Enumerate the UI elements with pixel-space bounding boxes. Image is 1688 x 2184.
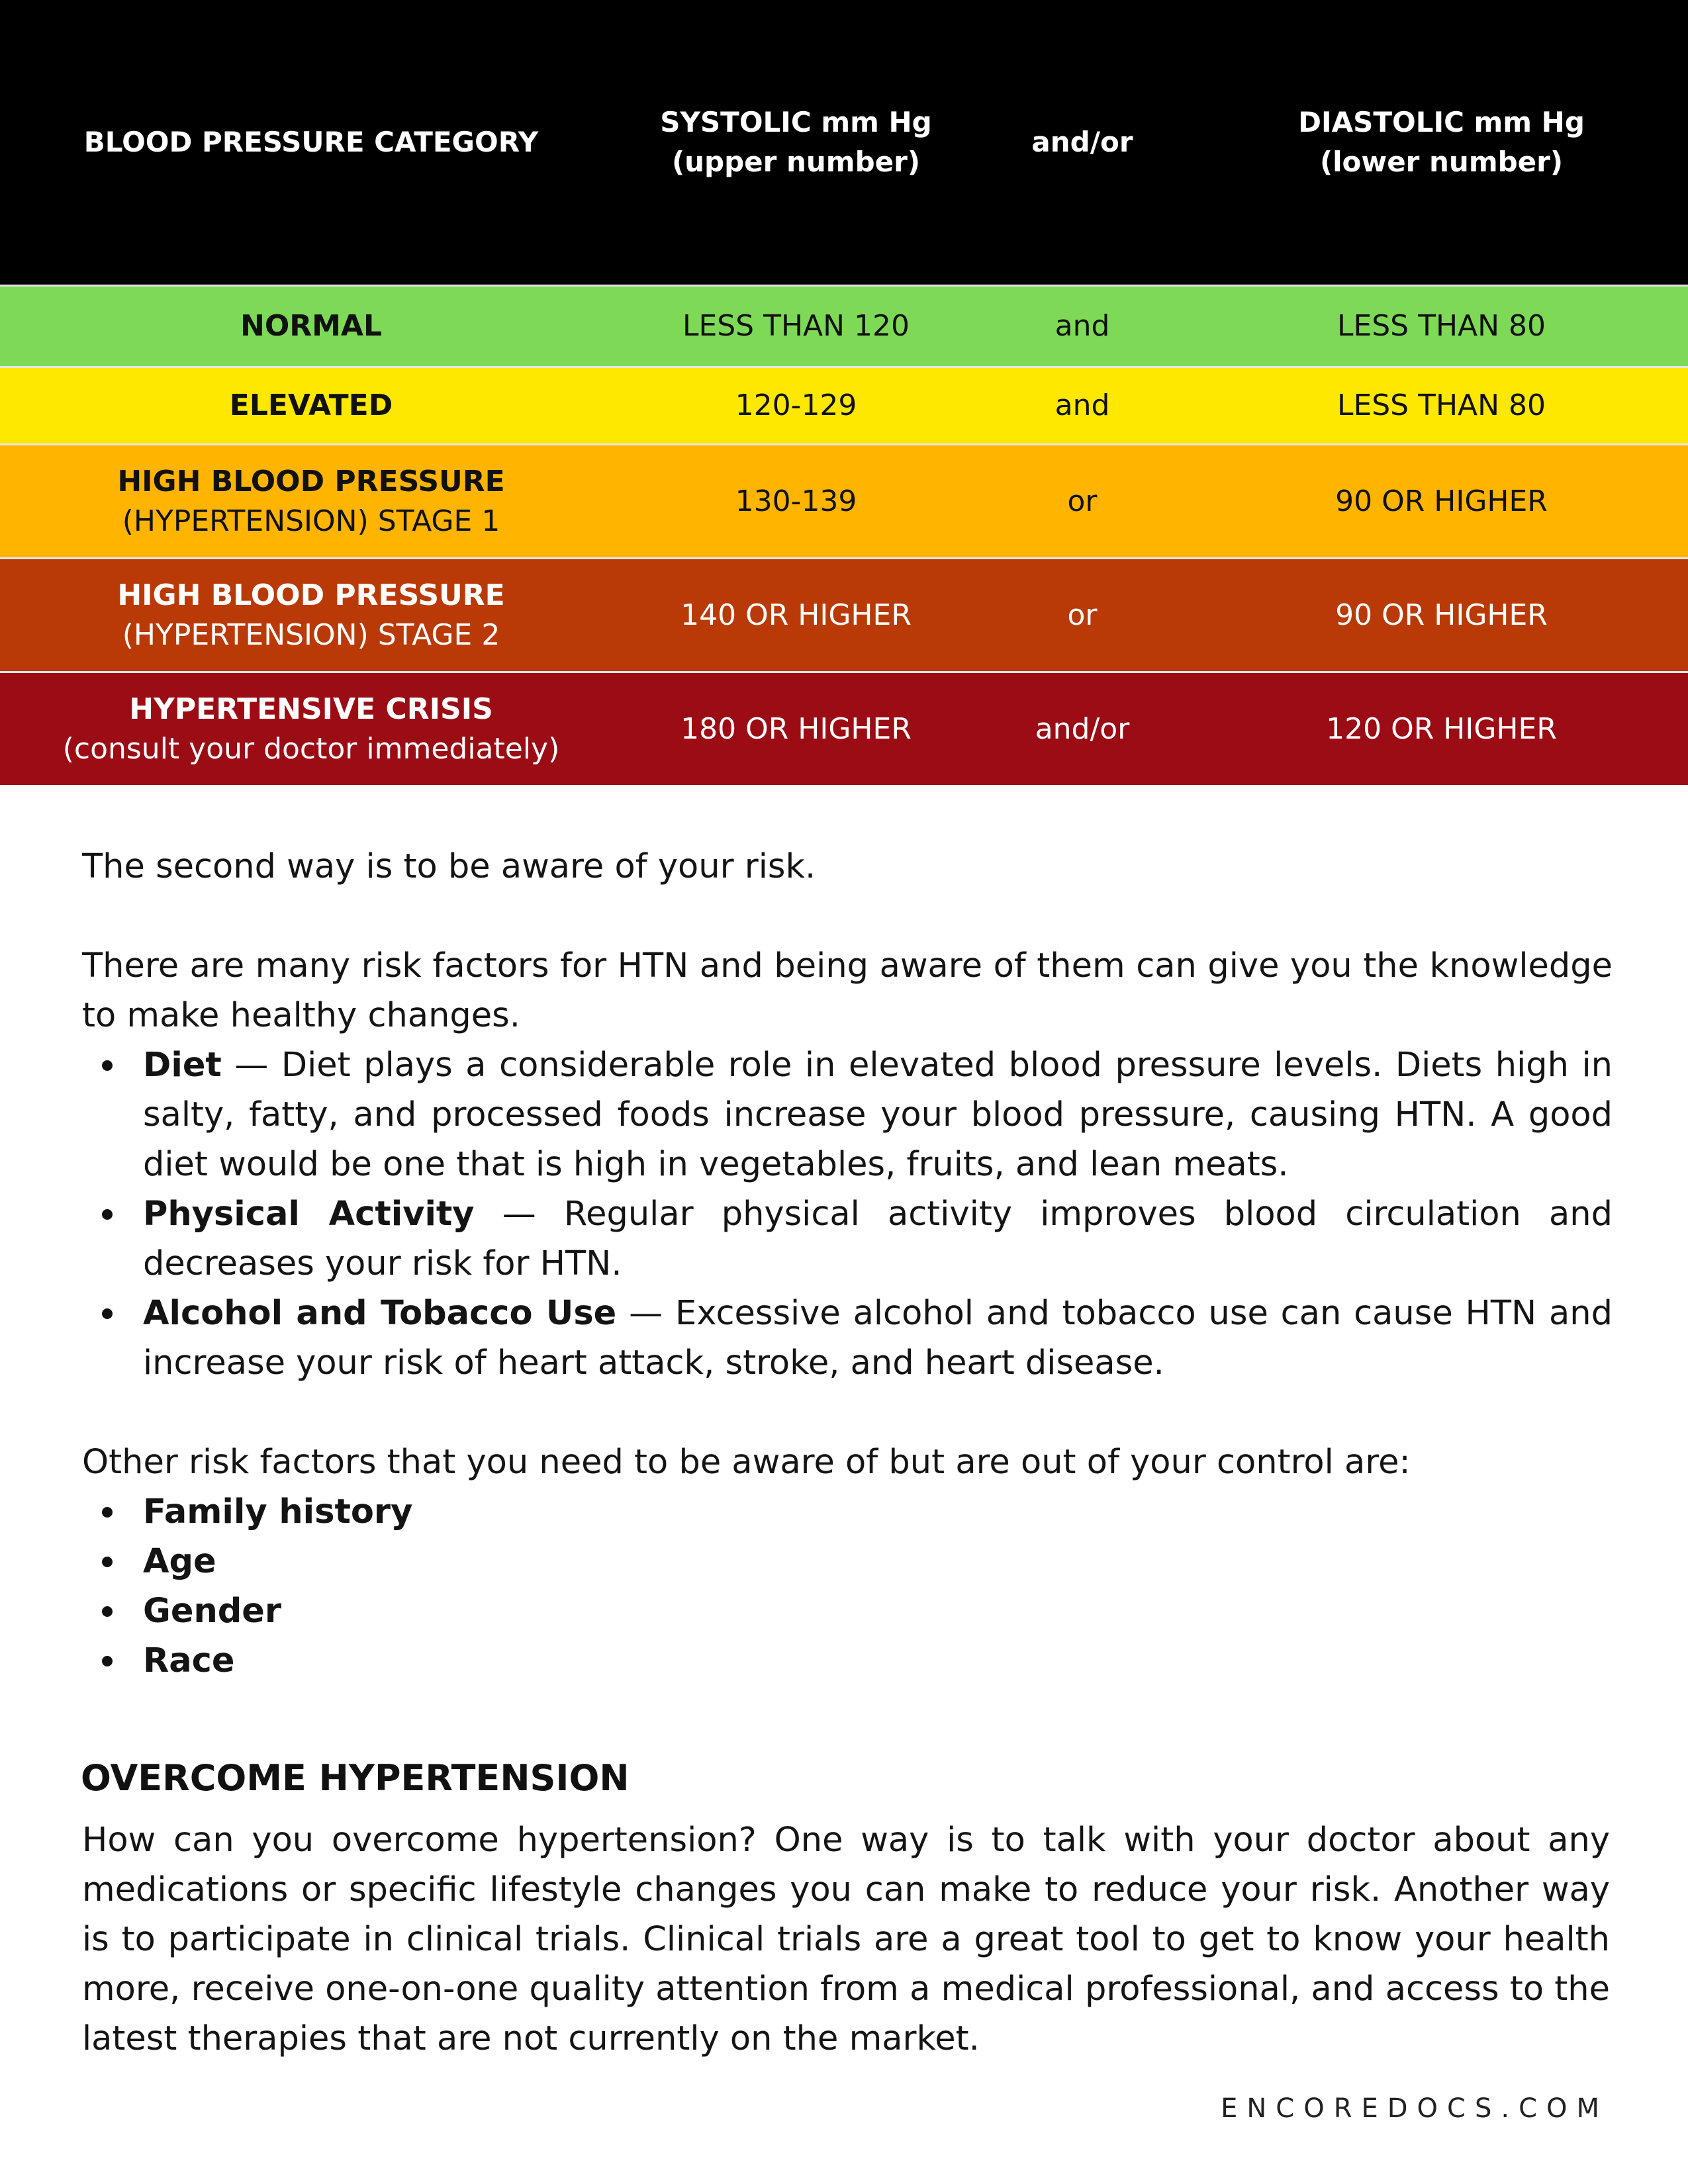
- table-row-elevated: [0, 366, 1688, 443]
- row-andor: or: [1067, 484, 1098, 518]
- bullet-icon: [102, 1606, 113, 1617]
- list-item-alcohol-tobacco: [82, 1289, 1613, 1388]
- risk-term: Diet: [143, 1046, 222, 1085]
- header-systolic-line2: (upper number): [671, 146, 921, 178]
- paragraph-risk-intro: There are many risk factors for HTN and being aware of them can give you the knowledge to make healthy changes.: [82, 946, 1613, 1035]
- row-andor: or: [1067, 598, 1098, 632]
- row-systolic: 120-129: [735, 388, 857, 422]
- factor-label: Age: [143, 1542, 216, 1581]
- category-label: NORMAL: [240, 309, 382, 343]
- risk-text: — Diet plays a considerable role in elevated blood pressure levels. Diets high in salty, fatty, and processed foods increase your blood pressure, causing HTN. A good diet would be one that is high in vegetables, fruits, and lean meats.: [143, 1046, 1613, 1184]
- risk-factor-list: [82, 1040, 1613, 1388]
- row-andor: and: [1055, 388, 1110, 422]
- list-item-gender: [82, 1586, 1613, 1636]
- blood-pressure-table: [0, 0, 1688, 785]
- table-header-row: [0, 0, 1688, 285]
- category-sublabel: (HYPERTENSION) STAGE 1: [122, 504, 500, 538]
- bullet-icon: [102, 1507, 113, 1518]
- bullet-icon: [102, 1060, 113, 1071]
- row-category: [0, 306, 622, 346]
- bullet-icon: [102, 1209, 113, 1220]
- list-item-physical-activity: [82, 1189, 1613, 1289]
- list-item-family-history: [82, 1487, 1613, 1537]
- section-heading: OVERCOME HYPERTENSION: [81, 1757, 630, 1799]
- header-andor: [970, 122, 1195, 162]
- header-category: [0, 122, 622, 162]
- row-category: [0, 386, 622, 426]
- row-systolic: 140 OR HIGHER: [680, 598, 912, 632]
- header-diastolic-line2: (lower number): [1319, 146, 1564, 178]
- spacer: [82, 891, 1613, 941]
- table-row-crisis: [0, 671, 1688, 785]
- header-andor-label: and/or: [1031, 126, 1133, 158]
- category-sublabel: (consult your doctor immediately): [62, 731, 560, 766]
- row-systolic: LESS THAN 120: [682, 309, 910, 343]
- category-label: HIGH BLOOD PRESSURE: [117, 578, 505, 612]
- row-diastolic: 90 OR HIGHER: [1335, 598, 1548, 632]
- row-category: [0, 462, 622, 541]
- category-label: HYPERTENSIVE CRISIS: [129, 692, 493, 726]
- uncontrollable-factor-list: [82, 1487, 1613, 1686]
- table-row-normal: [0, 285, 1688, 366]
- row-diastolic: LESS THAN 80: [1336, 309, 1546, 343]
- header-diastolic: [1195, 103, 1688, 182]
- spacer: [82, 1388, 1613, 1437]
- row-andor: and/or: [1035, 711, 1130, 746]
- category-sublabel: (HYPERTENSION) STAGE 2: [122, 617, 500, 652]
- row-systolic: 130-139: [735, 484, 857, 518]
- row-andor: and: [1055, 309, 1110, 343]
- row-diastolic: 90 OR HIGHER: [1335, 484, 1548, 518]
- factor-label: Race: [143, 1641, 235, 1680]
- row-diastolic: 120 OR HIGHER: [1326, 711, 1557, 746]
- table-row-stage1: [0, 443, 1688, 557]
- footer-website: ENCOREDOCS.COM: [1221, 2093, 1609, 2124]
- list-item-diet: [82, 1040, 1613, 1189]
- header-diastolic-line1: DIASTOLIC mm Hg: [1298, 106, 1585, 138]
- row-systolic: 180 OR HIGHER: [680, 711, 912, 746]
- bullet-icon: [102, 1308, 113, 1319]
- header-category-label: BLOOD PRESSURE CATEGORY: [83, 126, 539, 158]
- row-diastolic: LESS THAN 80: [1336, 388, 1546, 422]
- risk-text: — Regular physical activity improves blood circulation and decreases your risk for HTN.: [143, 1195, 1613, 1283]
- paragraph-aware-risk: The second way is to be aware of your risk.: [82, 847, 816, 886]
- risk-term: Alcohol and Tobacco Use: [143, 1294, 617, 1333]
- row-category: [0, 576, 622, 655]
- risk-text: — Excessive alcohol and tobacco use can cause HTN and increase your risk of heart attack, stroke, and heart disease.: [143, 1294, 1613, 1383]
- list-item-race: [82, 1636, 1613, 1686]
- paragraph-uncontrollable-intro: Other risk factors that you need to be aware of but are out of your control are:: [82, 1443, 1411, 1482]
- bullet-icon: [102, 1656, 113, 1666]
- category-label: HIGH BLOOD PRESSURE: [117, 464, 505, 498]
- factor-label: Family history: [143, 1492, 413, 1531]
- category-label: ELEVATED: [229, 388, 393, 422]
- header-systolic-line1: SYSTOLIC mm Hg: [660, 106, 932, 138]
- bullet-icon: [102, 1557, 113, 1567]
- paragraph-overcome: How can you overcome hypertension? One way is to talk with your doctor about any medications or specific lifestyle changes you can make to reduce your risk. Another way is to participate in clinical trials. Clinical trials are a great tool to get to know your health more, receive one-on-one quality attention from a medical professional, and access to the latest therapies that are not currently on the market.: [82, 1821, 1610, 2058]
- risk-term: Physical Activity: [143, 1195, 475, 1234]
- list-item-age: [82, 1537, 1613, 1586]
- header-systolic: [622, 103, 970, 182]
- article-body: [82, 842, 1613, 1686]
- row-category: [0, 690, 622, 769]
- factor-label: Gender: [143, 1592, 282, 1631]
- table-row-stage2: [0, 557, 1688, 671]
